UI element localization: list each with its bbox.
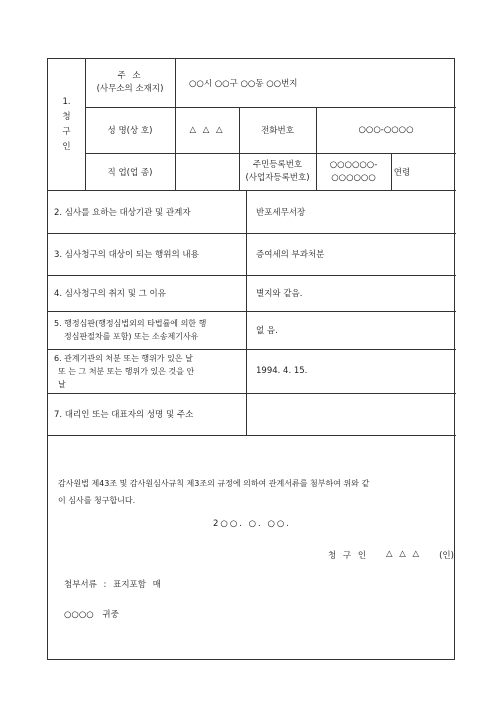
- row-label-line: 6. 관계기관의 처분 또는 행위가 있은 날: [54, 353, 193, 363]
- petition-form: [47, 58, 455, 660]
- address-label-sub: (사무소의 소재지): [96, 84, 164, 94]
- row-label: 4. 심사청구의 취지 및 그 이유: [54, 289, 166, 299]
- section-char: 구: [62, 126, 71, 137]
- job-label: 직 업(업 종): [107, 167, 153, 178]
- address-label-main: 주 소: [117, 71, 143, 81]
- filing-date[interactable]: 2○○. ○. ○○.: [213, 519, 292, 529]
- recipient-line: ○○○○ 귀중: [64, 610, 119, 620]
- divider: [48, 435, 456, 436]
- name-value[interactable]: △ △ △: [189, 125, 225, 135]
- row-label: [48, 311, 246, 349]
- signer-line: [328, 549, 454, 561]
- address-label: [85, 59, 175, 107]
- statement-text: [58, 475, 452, 509]
- statement-line: 이 심사를 청구합니다.: [58, 496, 136, 505]
- address-value[interactable]: ○○시 ○○구 ○○동 ○○번지: [189, 79, 298, 89]
- id-number-value[interactable]: [316, 153, 391, 190]
- row-value[interactable]: 1994. 4. 15.: [256, 366, 308, 376]
- section-char: 청: [62, 111, 71, 122]
- seal-mark: (인): [439, 551, 454, 561]
- attachments-line: 첨부서류 : 표지포함 매: [64, 580, 161, 590]
- claimant-section-label: [48, 59, 85, 190]
- row-label: 2. 심사를 요하는 대상기관 및 관계자: [54, 207, 191, 218]
- row-value[interactable]: [246, 393, 456, 435]
- statement-line: 감사원법 제43조 및 감사원심사규칙 제3조의 규정에 의하여 관계서류를 첨부하여 위와 같: [58, 479, 370, 488]
- section-char: 인: [62, 141, 71, 152]
- id-value-line: ○○○○○○-: [329, 159, 378, 170]
- signer-label: 청 구 인: [328, 551, 369, 561]
- id-value-line: ○○○○○○: [331, 172, 376, 183]
- row-label-line: 또 는 그 처분 또는 행위가 있은 것을 안: [58, 366, 195, 376]
- age-value[interactable]: [413, 153, 456, 190]
- phone-value[interactable]: ○○○-○○○○: [358, 125, 414, 135]
- row-label: 7. 대리인 또는 대표자의 성명 및 주소: [54, 410, 194, 420]
- row-label-line: 5. 행정심판(행정심법외의 타법률에 의한 행: [54, 319, 207, 328]
- job-value[interactable]: [175, 153, 239, 190]
- id-label-main: 주민등록번호: [252, 159, 303, 170]
- row-value[interactable]: 별지와 같음.: [256, 289, 303, 299]
- signer-name[interactable]: △ △ △: [386, 549, 422, 559]
- row-value[interactable]: 없 음.: [256, 326, 278, 336]
- id-number-label: [239, 153, 316, 190]
- row-value[interactable]: 반포세무서장: [256, 207, 306, 218]
- row-label-line: 정심판절차를 포함) 또는 소송제기사유: [64, 332, 199, 341]
- row-label: [48, 349, 246, 393]
- id-label-sub: (사업자등록번호): [245, 172, 310, 183]
- name-label: 성 명(상 호): [107, 126, 153, 136]
- row-value[interactable]: 증여세의 부과처분: [256, 250, 325, 260]
- phone-label: 전화번호: [261, 126, 294, 136]
- section-number: 1.: [62, 96, 71, 107]
- row-label-line: 날: [58, 379, 66, 389]
- row-label: 3. 심사청구의 대상이 되는 행위의 내용: [54, 250, 199, 260]
- age-label: 연령: [393, 167, 411, 178]
